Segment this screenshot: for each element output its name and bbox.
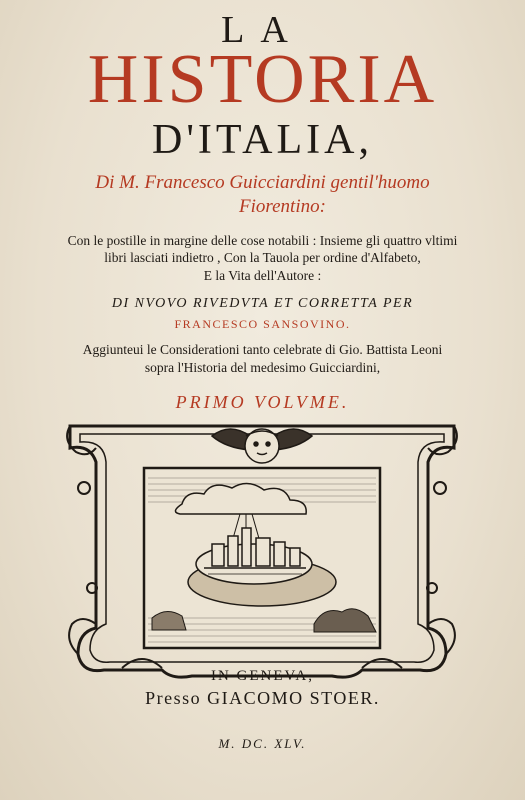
volume-line: PRIMO VOLVME.	[175, 392, 350, 412]
title-la: LA	[221, 9, 304, 51]
author-line-2: Fiorentino:	[239, 196, 326, 217]
contents-line-3: E la Vita dell'Autore :	[203, 268, 322, 283]
addition-line-1: Aggiunteui le Considerationi tanto celebrate di Gio. Battista Leoni	[82, 342, 443, 357]
imprint-printer: Presso GIACOMO STOER.	[145, 688, 380, 708]
contents-line-2: libri lasciati indietro , Con la Tauola per ordine d'Alfabeto,	[104, 250, 421, 265]
printer-device-woodcut	[62, 418, 462, 680]
imprint-place: IN GENEVA,	[210, 668, 315, 684]
addition-line-2: sopra l'Historia del medesimo Guicciardini,	[144, 360, 381, 375]
editor-line: FRANCESCO SANSOVINO.	[174, 317, 351, 331]
title-historia: HISTORIA	[87, 41, 438, 118]
author-line-1: Di M. Francesco Guicciardini gentil'huomo	[95, 172, 430, 193]
cherub-head-icon	[212, 429, 312, 463]
contents-line-1: Con le postille in margine delle cose notabili : Insieme gli quattro vltimi	[67, 233, 458, 248]
imprint-date: M. DC. XLV.	[218, 736, 307, 751]
title-ditalia: D'ITALIA,	[152, 117, 373, 163]
revision-line: DI NVOVO RIVEDVTA ET CORRETTA PER	[111, 296, 414, 311]
